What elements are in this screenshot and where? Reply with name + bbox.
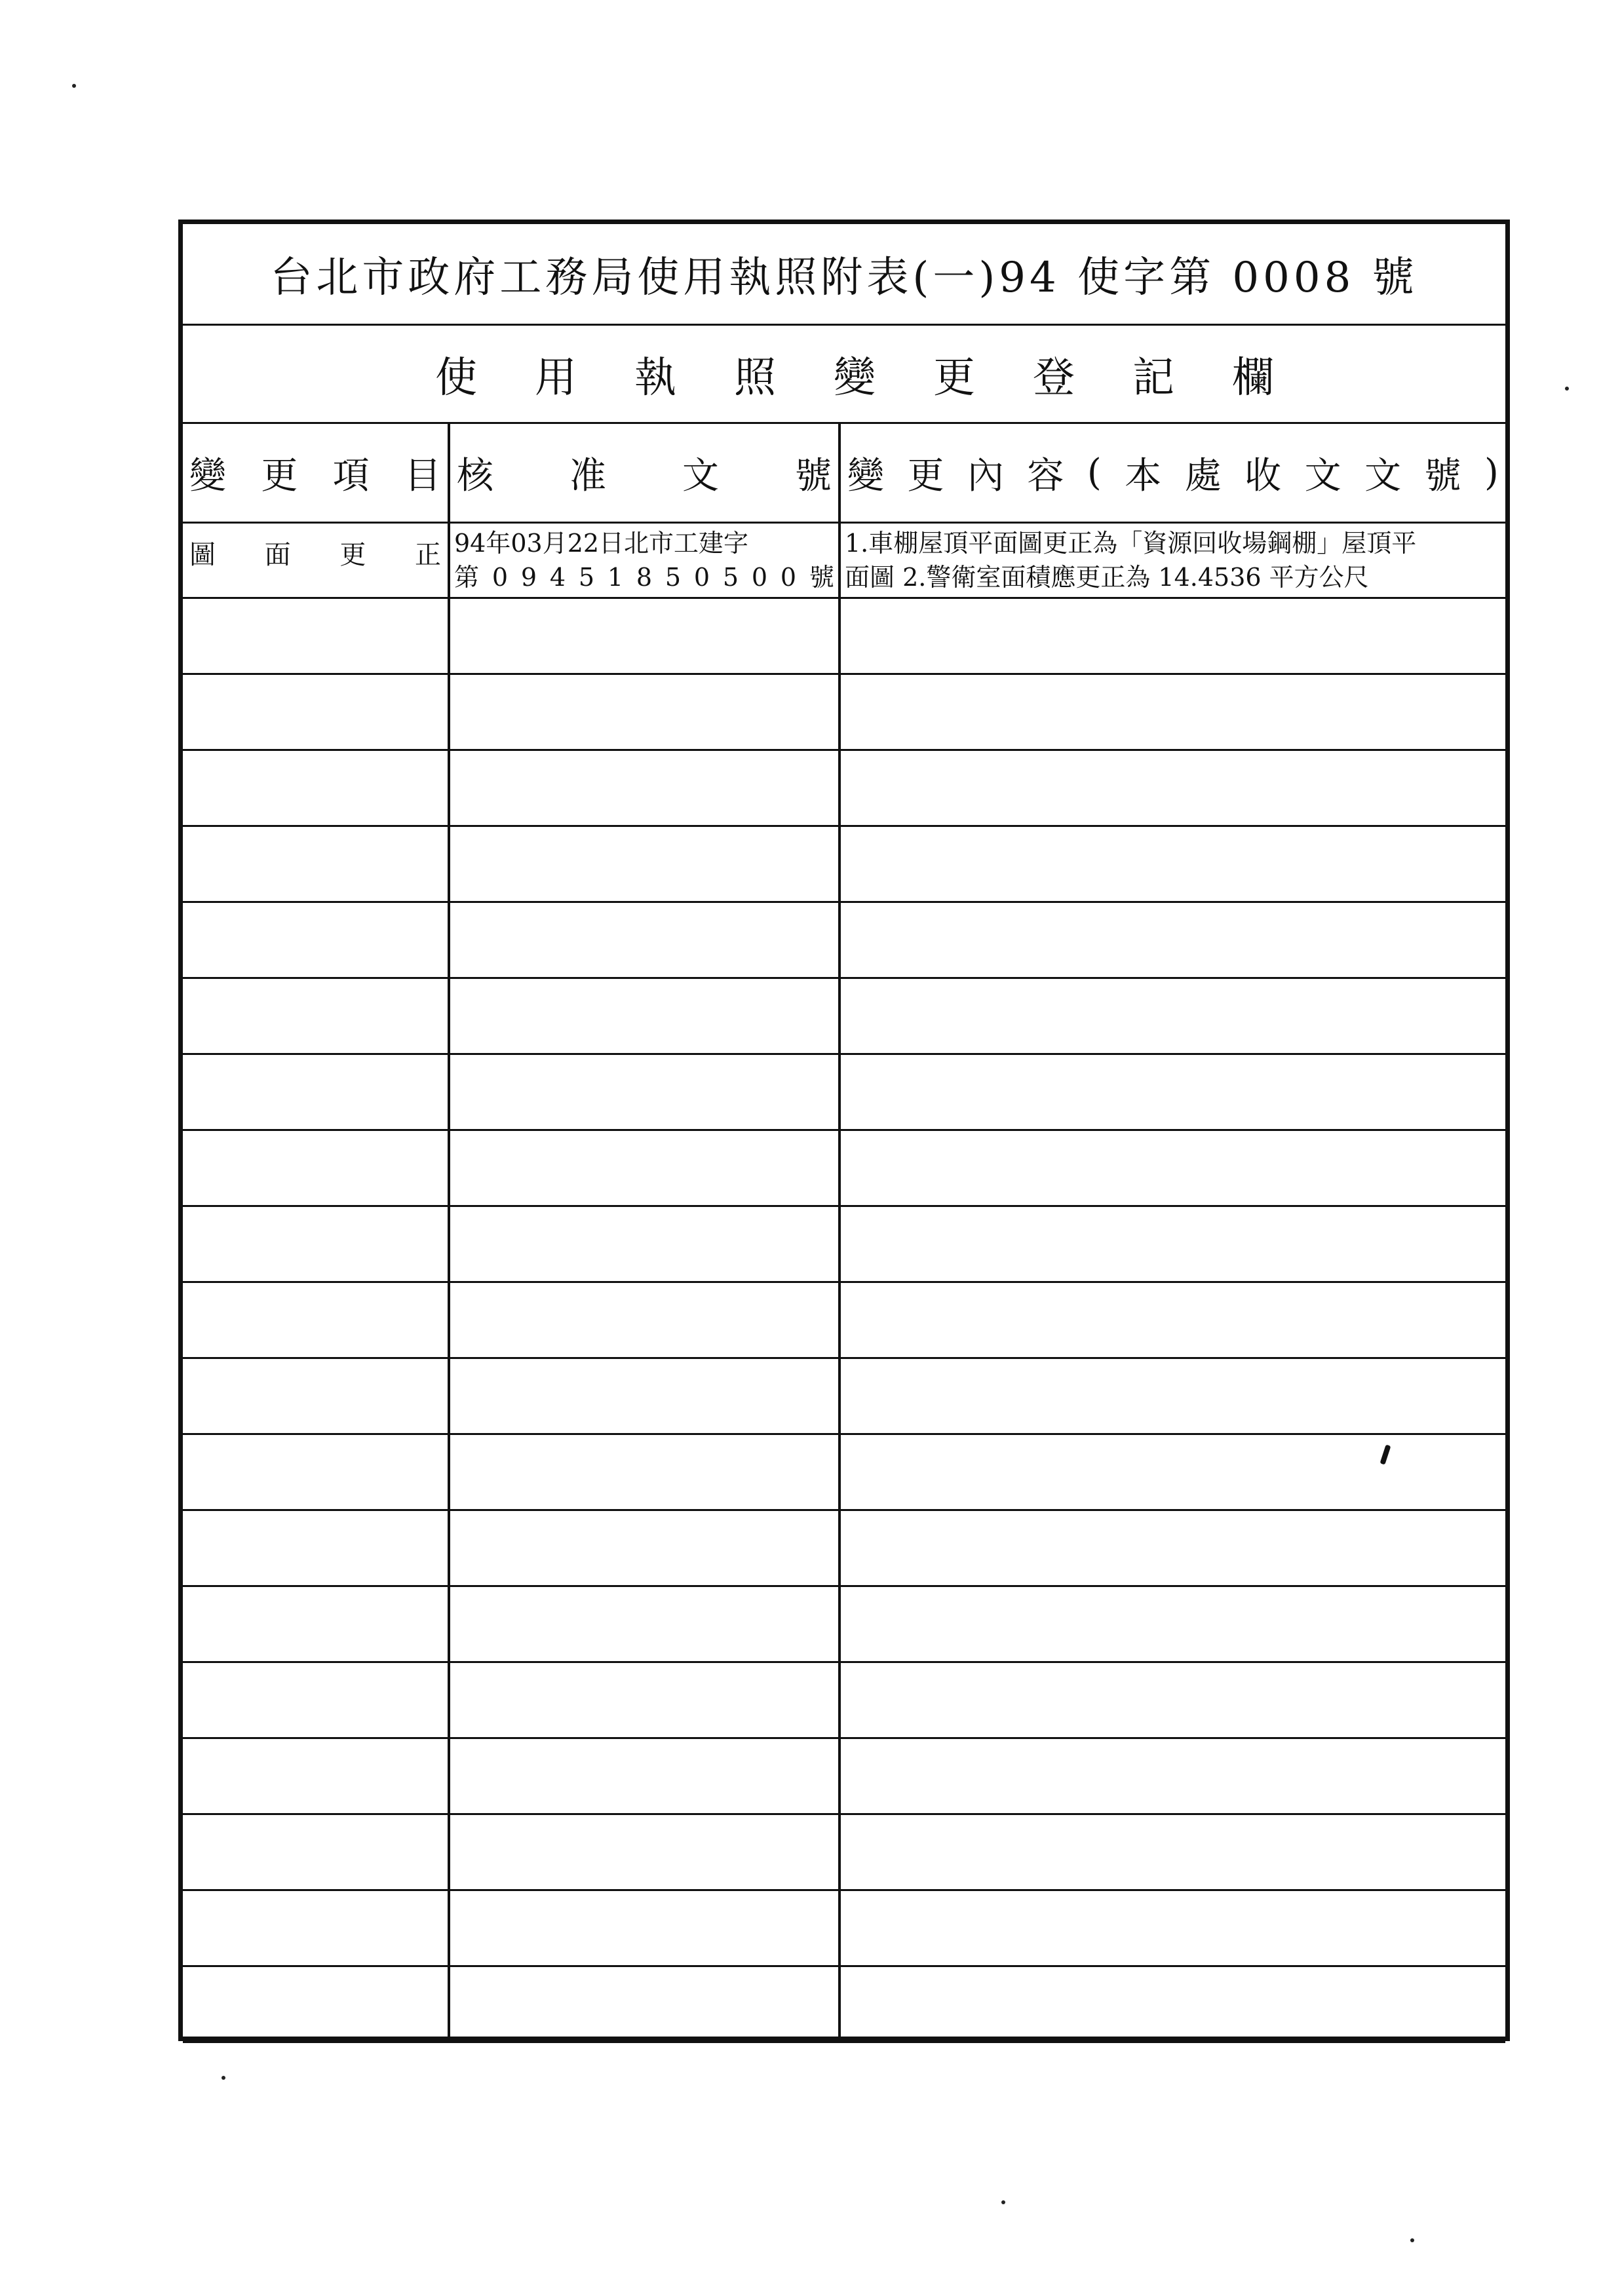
header-char: 核 (457, 454, 493, 497)
empty-content-cell (841, 1207, 1505, 1281)
approval-char: 5 (722, 563, 739, 592)
empty-item-cell (183, 1739, 450, 1813)
header-char: ( (1087, 451, 1102, 494)
approval-char: 0 (751, 563, 768, 592)
table-row (183, 1663, 1505, 1739)
scan-speck (1001, 2200, 1005, 2204)
empty-content-cell (841, 675, 1505, 749)
item-char: 更 (339, 540, 366, 570)
empty-item-cell (183, 903, 450, 977)
header-char: 處 (1184, 454, 1222, 497)
empty-content-cell (841, 1435, 1505, 1509)
empty-approval-cell (450, 1739, 841, 1813)
header-char: 准 (569, 454, 606, 497)
empty-item-cell (183, 1283, 450, 1357)
empty-approval-cell (450, 751, 841, 825)
empty-content-cell (841, 1359, 1505, 1433)
section-heading: 使用執照變更登記欄 (183, 326, 1505, 424)
table-row (183, 1131, 1505, 1207)
header-change-content (841, 424, 1505, 522)
empty-item-cell (183, 979, 450, 1053)
approval-char: 8 (636, 563, 653, 592)
table-row (183, 751, 1505, 827)
table-row (183, 979, 1505, 1055)
approval-char: 1 (607, 563, 624, 592)
approval-char: 5 (578, 563, 595, 592)
header-char: 文 (682, 454, 719, 497)
table-row (183, 1207, 1505, 1283)
header-char: 文 (1304, 454, 1341, 497)
empty-approval-cell (450, 1815, 841, 1889)
content-line-2: 面圖 2.警衛室面積應更正為 14.4536 平方公尺 (845, 563, 1369, 592)
empty-item-cell (183, 1891, 450, 1965)
empty-item-cell (183, 1131, 450, 1205)
header-char: 更 (261, 454, 298, 497)
approval-char: 號 (809, 563, 834, 592)
empty-approval-cell (450, 1435, 841, 1509)
table-row (183, 599, 1505, 675)
empty-approval-cell (450, 1055, 841, 1129)
empty-approval-cell (450, 1967, 841, 2041)
empty-item-cell (183, 827, 450, 901)
approval-char: 0 (492, 563, 509, 592)
table-row (183, 675, 1505, 751)
empty-item-cell (183, 1587, 450, 1661)
row-approval-number (450, 524, 841, 597)
empty-item-cell (183, 1663, 450, 1737)
scan-speck (1410, 2238, 1414, 2242)
empty-content-cell (841, 599, 1505, 673)
empty-content-cell (841, 1511, 1505, 1585)
approval-line-1: 94年03月22日北市工建字 (454, 529, 749, 558)
empty-content-cell (841, 1891, 1505, 1965)
header-char: 目 (404, 454, 441, 497)
empty-approval-cell (450, 979, 841, 1053)
empty-content-cell (841, 1967, 1505, 2041)
approval-char: 9 (520, 563, 537, 592)
empty-approval-cell (450, 599, 841, 673)
empty-item-cell (183, 675, 450, 749)
form-title: 台北市政府工務局使用執照附表(一)94 使字第 0008 號 (183, 224, 1505, 326)
empty-content-cell (841, 1663, 1505, 1737)
header-char: 項 (332, 454, 370, 497)
empty-content-cell (841, 1739, 1505, 1813)
change-record-table (183, 424, 1505, 2037)
empty-content-cell (841, 1283, 1505, 1357)
scan-speck (1565, 387, 1569, 391)
table-row (183, 903, 1505, 979)
approval-char: 0 (693, 563, 710, 592)
approval-char: 0 (780, 563, 797, 592)
scan-speck (72, 84, 76, 88)
table-row (183, 1511, 1505, 1587)
header-char: ) (1484, 451, 1499, 494)
table-row (183, 1967, 1505, 2043)
empty-content-cell (841, 903, 1505, 977)
table-row (183, 1739, 1505, 1815)
empty-item-cell (183, 751, 450, 825)
approval-char: 第 (454, 563, 480, 592)
empty-item-cell (183, 1359, 450, 1433)
header-char: 更 (907, 454, 944, 497)
empty-content-cell (841, 1055, 1505, 1129)
table-row (183, 1055, 1505, 1131)
content-line-1: 1.車棚屋頂平面圖更正為「資源回收場鋼棚」屋頂平 (845, 529, 1417, 558)
empty-content-cell (841, 979, 1505, 1053)
empty-item-cell (183, 1207, 450, 1281)
header-char: 號 (795, 454, 832, 497)
empty-approval-cell (450, 675, 841, 749)
empty-approval-cell (450, 1663, 841, 1737)
table-row (183, 1587, 1505, 1663)
table-row (183, 1359, 1505, 1435)
empty-content-cell (841, 1131, 1505, 1205)
approval-line-2 (454, 560, 834, 594)
empty-approval-cell (450, 1131, 841, 1205)
empty-approval-cell (450, 1587, 841, 1661)
header-change-item (183, 424, 450, 522)
table-row (183, 1283, 1505, 1359)
header-char: 變 (847, 454, 884, 497)
item-char: 正 (414, 540, 441, 570)
header-char: 內 (967, 454, 1004, 497)
approval-char: 4 (549, 563, 566, 592)
table-row (183, 1815, 1505, 1891)
header-char: 收 (1244, 454, 1282, 497)
table-row (183, 1891, 1505, 1967)
row-change-content (841, 524, 1505, 597)
item-char: 面 (264, 540, 291, 570)
table-header (183, 424, 1505, 524)
header-approval-number (450, 424, 841, 522)
row-change-item (183, 524, 450, 597)
empty-item-cell (183, 1435, 450, 1509)
empty-content-cell (841, 1815, 1505, 1889)
table-row (183, 827, 1505, 903)
empty-approval-cell (450, 903, 841, 977)
empty-content-cell (841, 1587, 1505, 1661)
table-row (183, 524, 1505, 599)
empty-item-cell (183, 1055, 450, 1129)
table-row (183, 1435, 1505, 1511)
empty-item-cell (183, 1967, 450, 2041)
empty-approval-cell (450, 1511, 841, 1585)
header-char: 號 (1424, 454, 1461, 497)
header-char: 本 (1125, 454, 1162, 497)
empty-item-cell (183, 1815, 450, 1889)
empty-content-cell (841, 827, 1505, 901)
empty-item-cell (183, 1511, 450, 1585)
empty-approval-cell (450, 827, 841, 901)
license-change-form (178, 220, 1510, 2041)
approval-char: 5 (665, 563, 682, 592)
empty-content-cell (841, 751, 1505, 825)
empty-approval-cell (450, 1283, 841, 1357)
header-char: 變 (189, 454, 226, 497)
empty-approval-cell (450, 1359, 841, 1433)
scan-speck (222, 2076, 225, 2080)
header-char: 文 (1364, 454, 1402, 497)
empty-approval-cell (450, 1891, 841, 1965)
empty-item-cell (183, 599, 450, 673)
header-char: 容 (1027, 454, 1064, 497)
empty-approval-cell (450, 1207, 841, 1281)
item-char: 圖 (189, 540, 216, 570)
